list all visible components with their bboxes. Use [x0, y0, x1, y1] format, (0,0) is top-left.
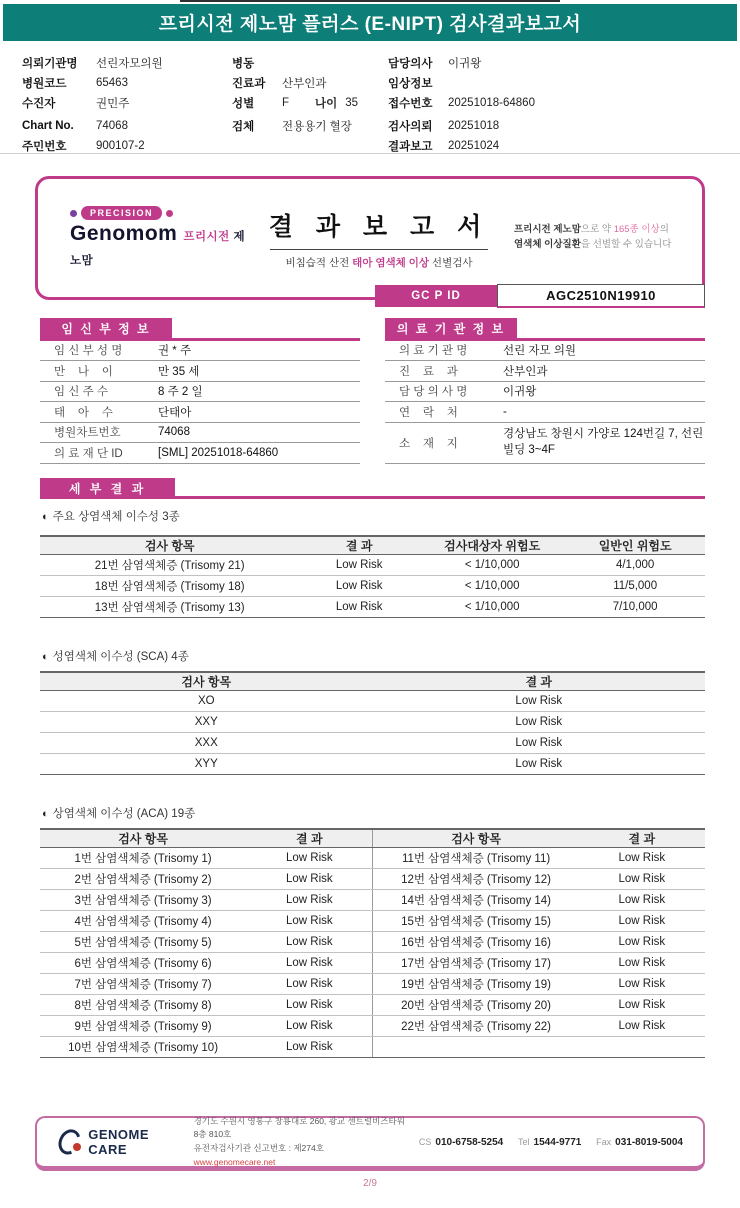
- cell-item: 16번 삼염색체증 (Trisomy 16): [372, 932, 578, 952]
- row-value: 산부인과: [503, 365, 548, 378]
- cell-result: Low Risk: [618, 915, 666, 927]
- info-value: 900107-2: [96, 140, 145, 152]
- cell-result: Low Risk: [618, 1020, 666, 1032]
- table-row: [40, 1037, 705, 1058]
- cell-result: Low Risk: [618, 936, 666, 948]
- cell-item: 11번 삼염색체증 (Trisomy 11): [372, 848, 578, 868]
- cell-item: 19번 삼염색체증 (Trisomy 19): [372, 974, 578, 994]
- cell-result: Low Risk: [335, 601, 383, 613]
- table-row: [40, 361, 360, 382]
- mother-info-title: 임 신 부 정 보: [40, 318, 172, 338]
- info-row: [22, 73, 227, 93]
- col-header: 결 과: [628, 832, 656, 846]
- report-title-bar: [3, 4, 737, 41]
- info-value: 20251018: [448, 120, 500, 132]
- cell-item: XYY: [194, 758, 218, 770]
- table-row: [40, 754, 705, 775]
- note-bold2: 염색체 이상질환: [514, 239, 581, 250]
- info-value: 35: [345, 97, 359, 109]
- cell-item: 7번 삼염색체증 (Trisomy 7): [74, 979, 212, 991]
- cell-result: Low Risk: [515, 716, 563, 728]
- table-header-row: [40, 671, 705, 691]
- clinic-info-title: 의 료 기 관 정 보: [385, 318, 517, 338]
- table-row: [40, 341, 360, 362]
- info-label: 담당의사: [388, 58, 433, 70]
- info-value: 이귀왕: [448, 58, 482, 70]
- table-row: [40, 555, 705, 576]
- info-row: [22, 53, 227, 73]
- cell-result: Low Risk: [515, 695, 563, 707]
- major-trisomy-table: [40, 535, 705, 618]
- info-value: 74068: [96, 120, 128, 132]
- row-label: 태 아 수: [54, 406, 113, 419]
- page-number: 2/9: [363, 1178, 377, 1189]
- order-info-col2: [232, 53, 382, 136]
- row-value: 경상남도 창원시 가양로 124번길 7, 선린 빌딩 3~4F: [503, 427, 704, 456]
- brand-name: [70, 222, 250, 270]
- tel-number: 1544-9771: [533, 1136, 582, 1148]
- table-row: [40, 733, 705, 754]
- address-line1: 경기도 수원시 영통구 창룡대로 260, 광교 센트럴비즈타워 8층 810호: [193, 1115, 405, 1140]
- info-label: Chart No.: [22, 120, 74, 132]
- website-link: www.genomecare.net: [193, 1156, 276, 1167]
- cell-item: 1번 삼염색체증 (Trisomy 1): [74, 853, 212, 865]
- precision-badge: [70, 206, 250, 220]
- cell-result: Low Risk: [285, 978, 333, 990]
- address-line2: 유전자검사기관 신고번호 : 제274호: [193, 1143, 324, 1153]
- table-row: [40, 382, 360, 403]
- table-row: [385, 382, 705, 403]
- info-row: [22, 116, 227, 136]
- col-header: 결 과: [345, 539, 373, 553]
- footer: [35, 1116, 705, 1171]
- info-row: [232, 116, 382, 136]
- info-label: 진료과: [232, 78, 266, 90]
- table-row: [385, 423, 705, 464]
- cell-item: 17번 삼염색체증 (Trisomy 17): [372, 953, 578, 973]
- table-row: [40, 1016, 705, 1037]
- scan-artifact-line: [180, 0, 560, 2]
- order-info-col3: [388, 53, 718, 156]
- info-value: 65463: [96, 77, 128, 89]
- cell-subject-risk: < 1/10,000: [464, 580, 520, 592]
- table-row: [40, 890, 705, 911]
- cell-result: Low Risk: [335, 580, 383, 592]
- info-label: 성별: [232, 98, 255, 110]
- col-header: 검사 항목: [144, 539, 195, 553]
- tel-label: Tel: [518, 1136, 530, 1147]
- cell-item: 9번 삼염색체증 (Trisomy 9): [74, 1021, 212, 1033]
- genomom-logo: [38, 206, 250, 270]
- table-row: [40, 995, 705, 1016]
- row-label: 담 당 의 사 명: [399, 386, 468, 399]
- company-name: GENOME CARE: [88, 1127, 150, 1157]
- row-value: 만 35 세: [158, 365, 200, 378]
- dot-icon: [166, 210, 173, 217]
- row-label: 의 료 기 관 명: [399, 345, 468, 358]
- banner-underline: [270, 249, 488, 250]
- cell-subject-risk: < 1/10,000: [464, 601, 520, 613]
- note-text2: 의: [659, 224, 669, 236]
- info-value: 산부인과: [282, 78, 327, 90]
- genome-care-logo: [57, 1127, 176, 1157]
- info-label: 검사의뢰: [388, 121, 433, 133]
- row-value: [SML] 20251018-64860: [158, 446, 279, 459]
- subtitle-prefix: 비침습적 산전: [285, 256, 353, 269]
- banner-subtitle: [250, 255, 508, 270]
- half-circle-icon: ◐: [42, 511, 49, 523]
- table-row: [40, 869, 705, 890]
- table-row: [40, 932, 705, 953]
- dot-icon: [70, 210, 77, 217]
- cell-item: 20번 삼염색체증 (Trisomy 20): [372, 995, 578, 1015]
- cell-population-risk: 4/1,000: [615, 559, 655, 571]
- info-row: [388, 136, 718, 156]
- table-header-row: [40, 535, 705, 555]
- banner-title: 결 과 보 고 서: [268, 212, 490, 241]
- gcpid-value: AGC2510N19910: [497, 284, 705, 308]
- info-row: [232, 93, 382, 113]
- section2-text: 성염색체 이수성 (SCA) 4종: [52, 651, 189, 663]
- section2-label: [42, 648, 189, 664]
- cell-item: 4번 삼염색체증 (Trisomy 4): [74, 916, 212, 928]
- info-row: [388, 53, 718, 73]
- order-info-block: [0, 45, 740, 154]
- col-header: 검사 항목: [118, 832, 168, 846]
- info-value: F: [282, 97, 290, 109]
- row-value: 74068: [158, 426, 190, 439]
- cell-result: Low Risk: [618, 999, 666, 1011]
- cell-result: Low Risk: [618, 873, 666, 885]
- footer-contacts: [407, 1137, 683, 1148]
- table-row: [40, 443, 360, 464]
- row-label: 병원차트번호: [54, 427, 121, 440]
- cell-population-risk: 11/5,000: [613, 580, 658, 592]
- cell-result: Low Risk: [618, 894, 666, 906]
- table-row: [40, 576, 705, 597]
- sca-table: [40, 671, 705, 775]
- subtitle-highlight: 태아 염색체 이상: [352, 256, 430, 269]
- info-value: 선린자모의원: [96, 58, 163, 70]
- aca-table: [40, 828, 705, 1058]
- row-value: 단태아: [158, 406, 192, 419]
- table-row: [385, 341, 705, 362]
- brand-en: Genomom: [70, 222, 178, 245]
- cell-result: Low Risk: [335, 559, 383, 571]
- note-bold1: 프리시전 제노맘: [514, 224, 581, 236]
- info-label: 병원코드: [22, 78, 67, 90]
- banner-center: [250, 207, 508, 270]
- cell-item: 12번 삼염색체증 (Trisomy 12): [372, 869, 578, 889]
- divider: [40, 496, 705, 499]
- cell-item: 22번 삼염색체증 (Trisomy 22): [372, 1016, 578, 1036]
- note-pink: 165종 이상: [613, 224, 660, 236]
- row-value: 권 * 주: [158, 345, 192, 358]
- precision-label: PRECISION: [81, 206, 162, 220]
- cs-number: 010-6758-5254: [435, 1136, 504, 1148]
- section1-text: 주요 상염색체 이수성 3종: [52, 511, 180, 523]
- cell-item: 6번 삼염색체증 (Trisomy 6): [74, 958, 212, 970]
- info-row: [388, 73, 718, 93]
- order-info-col1: [22, 53, 227, 156]
- row-value: 8 주 2 일: [158, 386, 203, 399]
- table-row: [40, 974, 705, 995]
- cell-result: Low Risk: [285, 957, 333, 969]
- col-header: 결 과: [525, 675, 553, 689]
- table-row: [40, 712, 705, 733]
- subtitle-suffix: 선별검사: [429, 256, 473, 269]
- info-label: 병동: [232, 58, 255, 70]
- cell-result: Low Risk: [515, 737, 563, 749]
- section3-label: [42, 805, 195, 821]
- cell-result: Low Risk: [285, 936, 333, 948]
- col-header: 검사 항목: [372, 830, 578, 847]
- footer-address: [194, 1115, 407, 1169]
- cell-item: XO: [197, 695, 215, 707]
- result-banner-box: [35, 176, 705, 300]
- table-row: [40, 848, 705, 869]
- row-label: 임 신 부 성 명: [54, 345, 123, 358]
- detail-section-title: 세 부 결 과: [40, 478, 175, 498]
- table-row: [385, 361, 705, 382]
- cell-item: 2번 삼염색체증 (Trisomy 2): [74, 874, 212, 886]
- clinic-info-table: [385, 318, 705, 464]
- section3-text: 상염색체 이수성 (ACA) 19종: [52, 808, 196, 820]
- info-row: [232, 73, 382, 93]
- cell-item: 21번 삼염색체증 (Trisomy 21): [94, 560, 245, 572]
- cell-result: Low Risk: [285, 915, 333, 927]
- info-value: 20251018-64860: [448, 97, 535, 109]
- half-circle-icon: ◐: [42, 651, 49, 663]
- col-header: 일반인 위험도: [598, 539, 672, 553]
- cell-item: 14번 삼염색체증 (Trisomy 14): [372, 890, 578, 910]
- info-label: 검체: [232, 121, 255, 133]
- cell-item: 18번 삼염색체증 (Trisomy 18): [94, 581, 245, 593]
- row-label: 진 료 과: [399, 365, 458, 378]
- row-label: 만 나 이: [54, 365, 113, 378]
- cell-result: Low Risk: [285, 1020, 333, 1032]
- info-value: 전용용기 혈장: [282, 121, 352, 133]
- fax-number: 031-8019-5004: [615, 1136, 683, 1148]
- table-row: [40, 402, 360, 423]
- section1-label: [42, 508, 180, 524]
- cell-result: Low Risk: [618, 852, 666, 864]
- table-row: [40, 691, 705, 712]
- cell-item: 3번 삼염색체증 (Trisomy 3): [74, 895, 212, 907]
- cell-item: 10번 삼염색체증 (Trisomy 10): [68, 1042, 219, 1054]
- info-label: 수진자: [22, 98, 56, 110]
- info-label: 의뢰기관명: [22, 58, 78, 70]
- row-label: 의 료 재 단 ID: [54, 447, 123, 460]
- info-label: 결과보고: [388, 141, 433, 153]
- half-circle-icon: ◐: [42, 808, 49, 820]
- info-value: 권민주: [96, 98, 130, 110]
- info-row: [388, 116, 718, 136]
- cell-item: 13번 삼염색체증 (Trisomy 13): [94, 602, 245, 614]
- fax-label: Fax: [596, 1136, 612, 1147]
- table-row: [385, 402, 705, 423]
- info-row: [22, 136, 227, 156]
- info-label: 나이: [315, 98, 338, 110]
- row-label: 소 재 지: [399, 437, 458, 450]
- cell-result: Low Risk: [285, 1041, 333, 1053]
- row-label: 임 신 주 수: [54, 386, 109, 399]
- cell-population-risk: 7/10,000: [612, 601, 658, 613]
- cell-item: XXX: [194, 737, 218, 749]
- note-text3: 을 선별할 수 있습니다: [580, 239, 672, 250]
- mother-info-table: [40, 318, 360, 464]
- table-row: [40, 597, 705, 618]
- cell-item: 8번 삼염색체증 (Trisomy 8): [74, 1000, 212, 1012]
- info-value: 20251024: [448, 140, 500, 152]
- col-header: 결 과: [296, 832, 323, 846]
- info-row: [22, 93, 227, 113]
- info-label: 임상정보: [388, 78, 433, 90]
- col-header: 검사 항목: [181, 675, 232, 689]
- banner-note: [514, 223, 699, 252]
- table-row: [40, 911, 705, 932]
- cell-result: Low Risk: [285, 894, 333, 906]
- cell-item: XXY: [194, 716, 218, 728]
- table-row: [40, 423, 360, 444]
- cell-result: Low Risk: [618, 978, 666, 990]
- table-header-row: [40, 828, 705, 848]
- cell-result: Low Risk: [285, 852, 333, 864]
- info-label: 주민번호: [22, 141, 67, 153]
- cs-label: CS: [418, 1136, 432, 1147]
- cell-result: Low Risk: [285, 999, 333, 1011]
- brand-kor-pink: 프리시전: [183, 231, 230, 243]
- col-header: 검사대상자 위험도: [444, 539, 541, 553]
- cell-result: Low Risk: [618, 957, 666, 969]
- row-value: 이귀왕: [503, 386, 537, 399]
- cell-item: [372, 1037, 578, 1057]
- row-value: 선린 자모 의원: [503, 345, 577, 358]
- info-row: [232, 53, 382, 73]
- genome-care-mark-icon: [57, 1127, 82, 1157]
- cell-item: 5번 삼염색체증 (Trisomy 5): [74, 937, 212, 949]
- gcpid-label: GC P ID: [375, 285, 497, 307]
- info-row: [388, 93, 718, 113]
- row-value: -: [503, 405, 507, 418]
- cell-subject-risk: < 1/10,000: [464, 559, 520, 571]
- table-row: [40, 953, 705, 974]
- row-label: 연 락 처: [399, 406, 458, 419]
- report-title: 프리시전 제노맘 플러스 (E-NIPT) 검사결과보고서: [158, 14, 582, 35]
- cell-result: Low Risk: [285, 873, 333, 885]
- info-label: 접수번호: [388, 98, 433, 110]
- note-text1: 으로 약: [580, 224, 614, 236]
- cell-result: Low Risk: [515, 758, 563, 770]
- cell-item: 15번 삼염색체증 (Trisomy 15): [372, 911, 578, 931]
- brand-kor-dark: 제노맘: [70, 231, 246, 267]
